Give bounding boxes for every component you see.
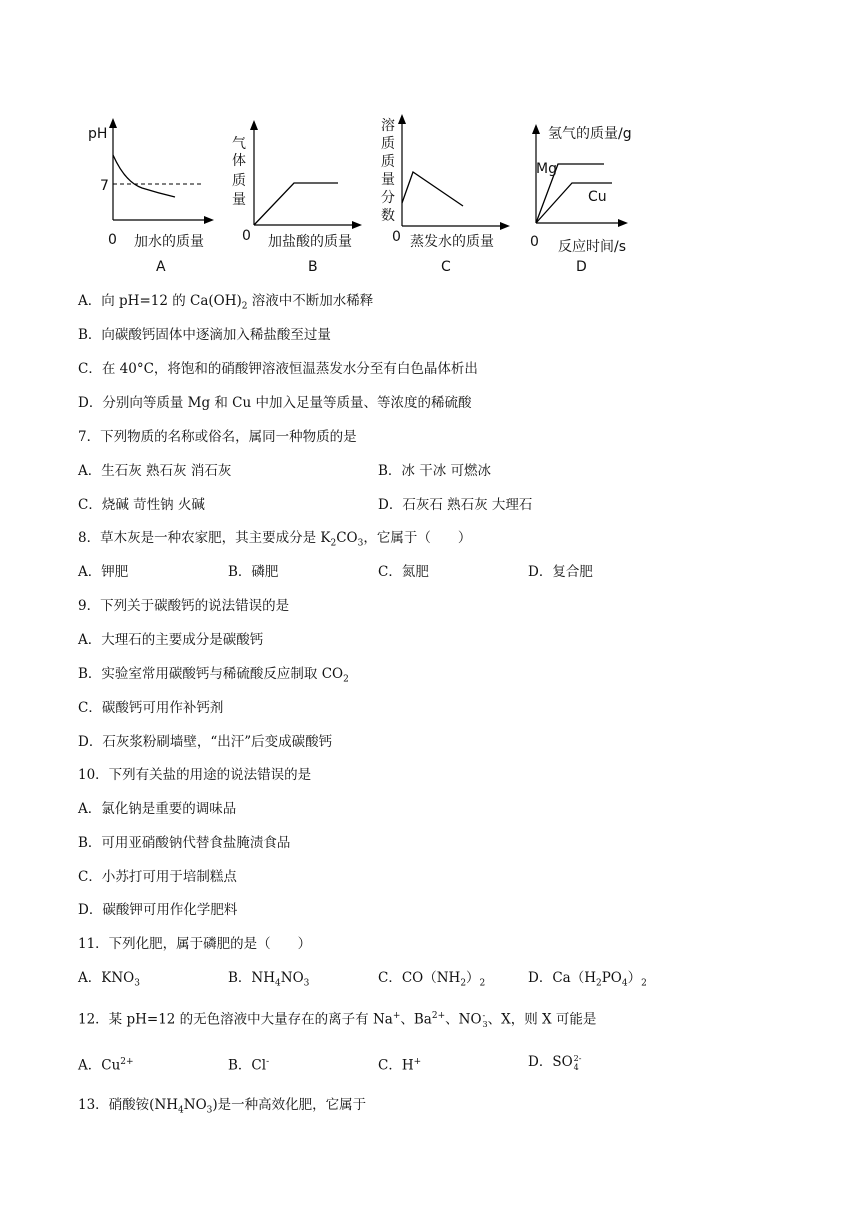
q6-option-c-text: 在 40°C，将饱和的硝酸钾溶液恒温蒸发水分至有白色晶体析出: [101, 361, 478, 377]
q9-option-c: C．碳酸钙可用作补钙剂: [78, 700, 224, 716]
figure-a: [80, 108, 220, 277]
figure-b-origin: 0: [242, 228, 251, 244]
figure-c-ylabel-0: 溶: [381, 118, 395, 134]
q6-option-d-text: 分别向等质量 Mg 和 Cu 中加入足量等质量、等浓度的稀硫酸: [102, 395, 472, 411]
q12-option-d: [528, 1053, 581, 1072]
q6-option-a-text-end: 溶液中不断加水稀释: [247, 293, 374, 309]
q12-option-d-sup: 2-: [573, 1053, 582, 1063]
q11-option-a-sub: 3: [134, 978, 140, 989]
q12-option-a-sup: 2+: [120, 1057, 134, 1067]
q13-stem-mid: NO: [183, 1097, 207, 1113]
figure-d-series-mg: Mg: [536, 161, 557, 177]
q12-option-c-sup: +: [413, 1057, 422, 1067]
q11-option-d-sub3: 2: [641, 978, 647, 989]
q13-sub2: 3: [206, 1105, 213, 1116]
q11-option-d-text: D．Ca（H: [528, 970, 596, 986]
q9-option-b-text: B．实验室常用碳酸钙与稀硫酸反应制取 CO: [78, 666, 344, 682]
q12-ba-charge: 2+: [431, 1011, 446, 1021]
figure-a-ylabel: pH: [88, 126, 108, 142]
q6-option-d-prefix: D．: [78, 395, 103, 411]
q8-stem-sub: 2: [330, 538, 337, 549]
figure-b-ylabel-3: 量: [232, 192, 246, 208]
q12-option-b-sup: -: [266, 1057, 270, 1067]
q10-stem: 10．下列有关盐的用途的说法错误的是: [78, 767, 312, 783]
q12-option-c: [378, 1053, 421, 1075]
q10-option-b: B．可用亚硝酸钠代替食盐腌渍食品: [78, 835, 291, 851]
q11-option-a: [78, 969, 140, 993]
q12-no3-sub: 3: [482, 1020, 488, 1029]
figure-c-ylabel-2: 质: [381, 154, 395, 170]
q8-stem-end: ，它属于（ ）: [363, 530, 472, 546]
q12-option-b-text: B．Cl: [228, 1057, 267, 1074]
q13-stem-text: 13．硝酸铵(NH: [78, 1097, 179, 1113]
q9-option-a: A．大理石的主要成分是碳酸钙: [78, 632, 264, 648]
q11-option-d-end: ）: [627, 970, 642, 986]
q10-option-c: C．小苏打可用于培制糕点: [78, 869, 237, 885]
q12-na-charge: +: [392, 1011, 401, 1021]
figure-b: [230, 108, 370, 277]
figure-a-letter: A: [156, 259, 166, 275]
q11-option-c-end: ）: [466, 970, 480, 986]
figure-d-letter: D: [576, 259, 587, 275]
figure-c-ylabel-4: 分: [381, 190, 395, 206]
q9-stem: 9．下列关于碳酸钙的说法错误的是: [78, 598, 290, 614]
q9-option-b-sub: 2: [343, 674, 349, 685]
q7-stem: 7．下列物质的名称或俗名，属同一种物质的是: [78, 429, 357, 445]
q8-stem-text: 8．草木灰是一种农家肥，其主要成分是 K: [78, 530, 331, 546]
q10-option-d: D．碳酸钾可用作化学肥料: [78, 902, 238, 918]
q11-option-b-mid: NO: [280, 970, 304, 986]
figure-a-ref-value: 7: [100, 178, 109, 194]
figure-c-xlabel: 蒸发水的质量: [410, 234, 494, 250]
figure-d: [528, 108, 668, 277]
q9-option-b: [78, 665, 349, 689]
q12-option-a: [78, 1053, 134, 1075]
q7-option-b: B．冰 干冰 可燃冰: [378, 463, 492, 479]
q6-option-b-text: 向碳酸钙固体中逐滴加入稀盐酸至过量: [101, 327, 331, 343]
q12-stem-no: 、NO: [445, 1011, 482, 1028]
figure-b-ylabel-2: 质: [232, 173, 246, 189]
q12-stem-ba: 、Ba: [400, 1011, 432, 1028]
figure-b-letter: B: [308, 259, 318, 275]
q11-option-b-sub: 4: [275, 978, 281, 989]
q9-option-d: D．石灰浆粉刷墙壁，“出汗”后变成碳酸钙: [78, 734, 333, 750]
q11-option-b-text: B．NH: [228, 970, 276, 986]
figure-c-letter: C: [441, 259, 451, 275]
q8-stem-sub2: 3: [357, 538, 364, 549]
figure-b-ylabel-1: 体: [232, 153, 246, 169]
q12-stem-text: 12．某 pH=12 的无色溶液中大量存在的离子有 Na: [78, 1011, 393, 1028]
q13-stem: [78, 1096, 366, 1120]
graph-figures: [80, 108, 650, 278]
figure-d-xlabel: 反应时间/s: [558, 239, 627, 255]
q11-option-b: [228, 969, 309, 993]
q11-option-c: [378, 969, 485, 993]
q11-stem: 11．下列化肥，属于磷肥的是（ ）: [78, 936, 312, 952]
figure-c-ylabel-1: 质: [381, 136, 395, 152]
q11-option-d-sub2: 4: [621, 978, 628, 989]
figure-d-series-cu: Cu: [588, 189, 607, 205]
q6-option-a: [78, 292, 373, 316]
q8-option-d: D．复合肥: [528, 564, 593, 580]
figure-c-origin: 0: [392, 229, 401, 245]
q6-option-c-prefix: C．: [78, 361, 102, 377]
q12-stem: [78, 1007, 596, 1029]
figure-b-xlabel: 加盐酸的质量: [268, 234, 352, 250]
q8-stem: [78, 529, 471, 553]
q11-option-d-sub: 2: [595, 978, 602, 989]
q11-option-a-text: A．KNO: [78, 970, 135, 986]
figure-a-xlabel: 加水的质量: [134, 234, 204, 250]
q6-option-b-prefix: B．: [78, 327, 102, 343]
figure-c-ylabel-3: 量: [381, 172, 395, 188]
figure-c: [380, 108, 520, 277]
q11-option-d-mid: PO: [601, 970, 622, 986]
q12-stem-end: 、X，则 X 可能是: [487, 1011, 597, 1028]
q8-option-c: C．氮肥: [378, 564, 429, 580]
q12-option-d-script: [574, 1054, 582, 1072]
q7-option-c: C．烧碱 苛性钠 火碱: [78, 497, 205, 513]
q12-option-d-text: D．SO: [528, 1054, 573, 1070]
figure-c-ylabel-5: 数: [381, 208, 395, 224]
figure-d-ylabel: 氢气的质量/g: [548, 126, 632, 142]
q7-option-d: D．石灰石 熟石灰 大理石: [378, 497, 533, 513]
figure-a-origin: 0: [108, 232, 117, 248]
q6-option-a-sub: 2: [241, 301, 248, 312]
q12-option-b: [228, 1053, 269, 1075]
figure-b-ylabel-0: 气: [232, 136, 246, 152]
q8-stem-mid: CO: [336, 530, 358, 546]
q11-option-c-text: C．CO（NH: [378, 970, 461, 986]
q13-sub1: 4: [178, 1105, 184, 1116]
q8-option-a: A．钾肥: [78, 564, 129, 580]
q11-option-c-sub: 2: [460, 978, 467, 989]
q6-option-d: [78, 394, 471, 412]
q12-no3-charge: -: [482, 1011, 486, 1020]
q10-option-a: A．氯化钠是重要的调味品: [78, 801, 237, 817]
q11-option-c-sub2: 2: [479, 978, 486, 989]
q13-stem-end: )是一种高效化肥，它属于: [212, 1097, 367, 1113]
q12-option-d-sub: 4: [573, 1062, 579, 1072]
q7-option-a: A．生石灰 熟石灰 消石灰: [78, 463, 232, 479]
q6-option-c: [78, 360, 478, 378]
figure-d-origin: 0: [530, 234, 539, 250]
q12-option-a-text: A．Cu: [78, 1057, 121, 1074]
q6-option-b: [78, 326, 331, 344]
q11-option-b-sub2: 3: [303, 978, 310, 989]
q8-option-b: B．磷肥: [228, 564, 279, 580]
q12-option-c-text: C．H: [378, 1057, 414, 1074]
q6-option-a-prefix: A．: [78, 293, 102, 309]
q11-option-d: [528, 969, 647, 993]
q6-option-a-text: 向 pH=12 的 Ca(OH): [101, 293, 242, 309]
